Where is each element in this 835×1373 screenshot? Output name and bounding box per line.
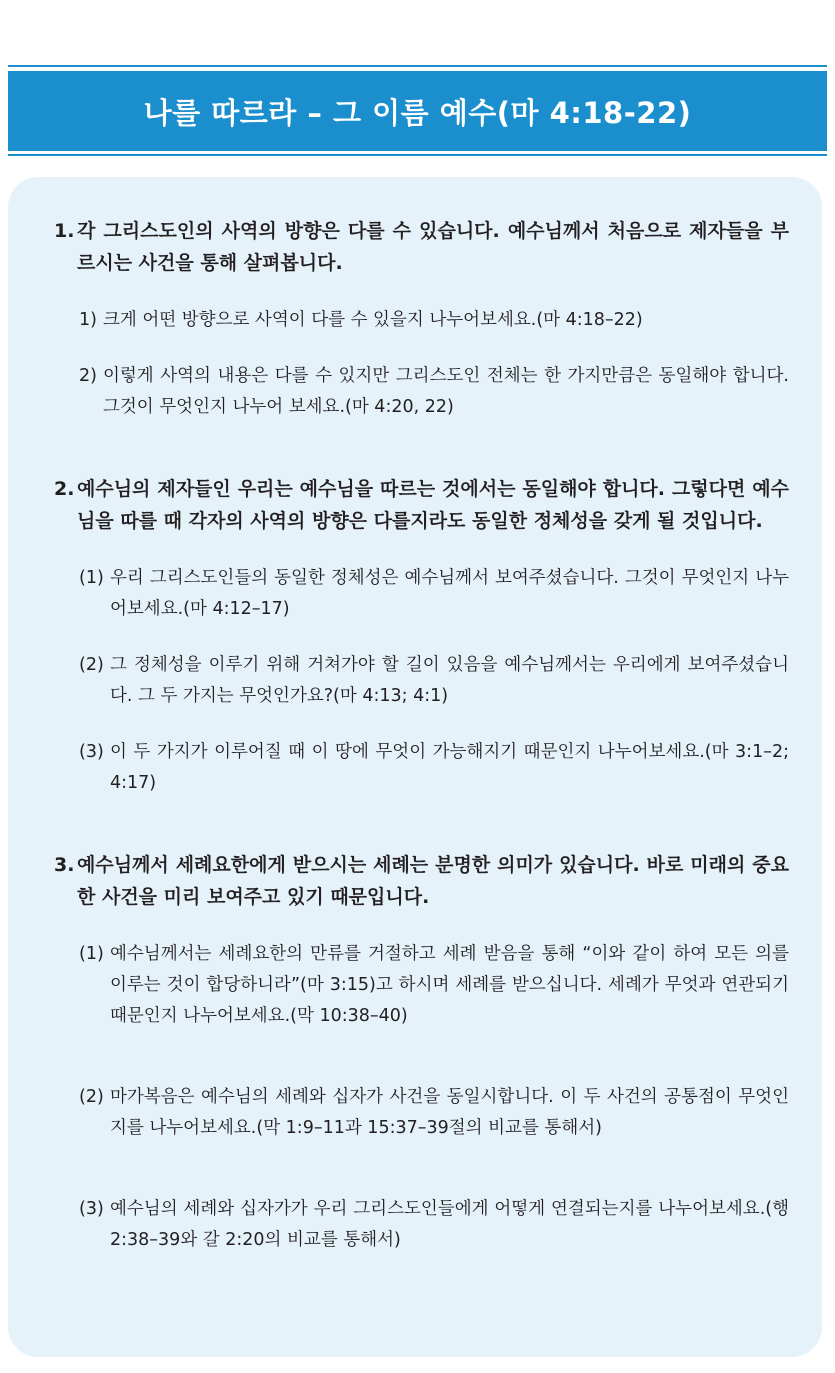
- sub-question-text: 우리 그리스도인들의 동일한 정체성은 예수님께서 보여주셨습니다. 그것이 무엇인지 나누어보세요.(마 4:12–17): [110, 568, 789, 619]
- sub-question-text: 예수님의 세례와 십자가가 우리 그리스도인들에게 어떻게 연결되는지를 나누어보세요.(행 2:38–39와 갈 2:20의 비교를 통해서): [110, 1199, 789, 1250]
- page-title-bar: [8, 71, 827, 151]
- question-text: 예수님의 제자들인 우리는 예수님을 따르는 것에서는 동일해야 합니다. 그렇다면 예수님을 따를 때 각자의 사역의 방향은 다를지라도 동일한 정체성을 갖게 될 것입니다.: [77, 478, 789, 532]
- sub-question-3-2: [79, 1082, 789, 1144]
- sub-question-2-2: [79, 650, 789, 712]
- question-number: 3.: [54, 854, 75, 876]
- sub-question-number: (3): [79, 1199, 104, 1219]
- title-bottom-rule: [8, 154, 827, 156]
- sub-question-2-1: [79, 563, 789, 625]
- question-text: 예수님께서 세례요한에게 받으시는 세례는 분명한 의미가 있습니다. 바로 미래의 중요한 사건을 미리 보여주고 있기 때문입니다.: [77, 854, 789, 908]
- sub-question-1-2: [79, 361, 789, 423]
- page-title: 나를 따르라 – 그 이름 예수(마 4:18-22): [143, 95, 692, 130]
- questions-panel: [8, 177, 822, 1357]
- sub-question-text: 크게 어떤 방향으로 사역이 다를 수 있을지 나누어보세요.(마 4:18–22): [103, 310, 643, 330]
- questions-content: [54, 215, 789, 1256]
- sub-question-number: 2): [79, 366, 97, 386]
- sub-question-text: 이렇게 사역의 내용은 다를 수 있지만 그리스도인 전체는 한 가지만큼은 동일해야 합니다. 그것이 무엇인지 나누어 보세요.(마 4:20, 22): [103, 366, 789, 417]
- sub-question-3-1: [79, 939, 789, 1032]
- sub-question-text: 마가복음은 예수님의 세례와 십자가 사건을 동일시합니다. 이 두 사건의 공통점이 무엇인지를 나누어보세요.(막 1:9–11과 15:37–39절의 비교를 통해서): [110, 1087, 789, 1138]
- sub-question-text: 그 정체성을 이루기 위해 거쳐가야 할 길이 있음을 예수님께서는 우리에게 보여주셨습니다. 그 두 가지는 무엇인가요?(마 4:13; 4:1): [110, 655, 789, 706]
- question-2: [54, 473, 789, 537]
- question-number: 2.: [54, 478, 75, 500]
- sub-question-number: (3): [79, 742, 104, 762]
- sub-question-3-3: [79, 1194, 789, 1256]
- sub-question-text: 이 두 가지가 이루어질 때 이 땅에 무엇이 가능해지기 때문인지 나누어보세요.(마 3:1–2; 4:17): [110, 742, 789, 793]
- sub-question-number: (2): [79, 655, 104, 675]
- question-3: [54, 849, 789, 913]
- sub-question-number: (1): [79, 568, 104, 588]
- title-top-rule: [8, 65, 827, 67]
- sub-question-number: 1): [79, 310, 97, 330]
- question-1: [54, 215, 789, 279]
- sub-question-1-1: [79, 305, 789, 336]
- question-text: 각 그리스도인의 사역의 방향은 다를 수 있습니다. 예수님께서 처음으로 제자들을 부르시는 사건을 통해 살펴봅니다.: [77, 220, 789, 274]
- sub-question-number: (1): [79, 944, 104, 964]
- question-number: 1.: [54, 220, 75, 242]
- sub-question-2-3: [79, 737, 789, 799]
- sub-question-text: 예수님께서는 세례요한의 만류를 거절하고 세례 받음을 통해 “이와 같이 하여 모든 의를 이루는 것이 합당하니라”(마 3:15)고 하시며 세례를 받으십니다. 세례가 무엇과 연관되기 때문인지 나누어보세요.(막 10:38–40): [110, 944, 789, 1026]
- sub-question-number: (2): [79, 1087, 104, 1107]
